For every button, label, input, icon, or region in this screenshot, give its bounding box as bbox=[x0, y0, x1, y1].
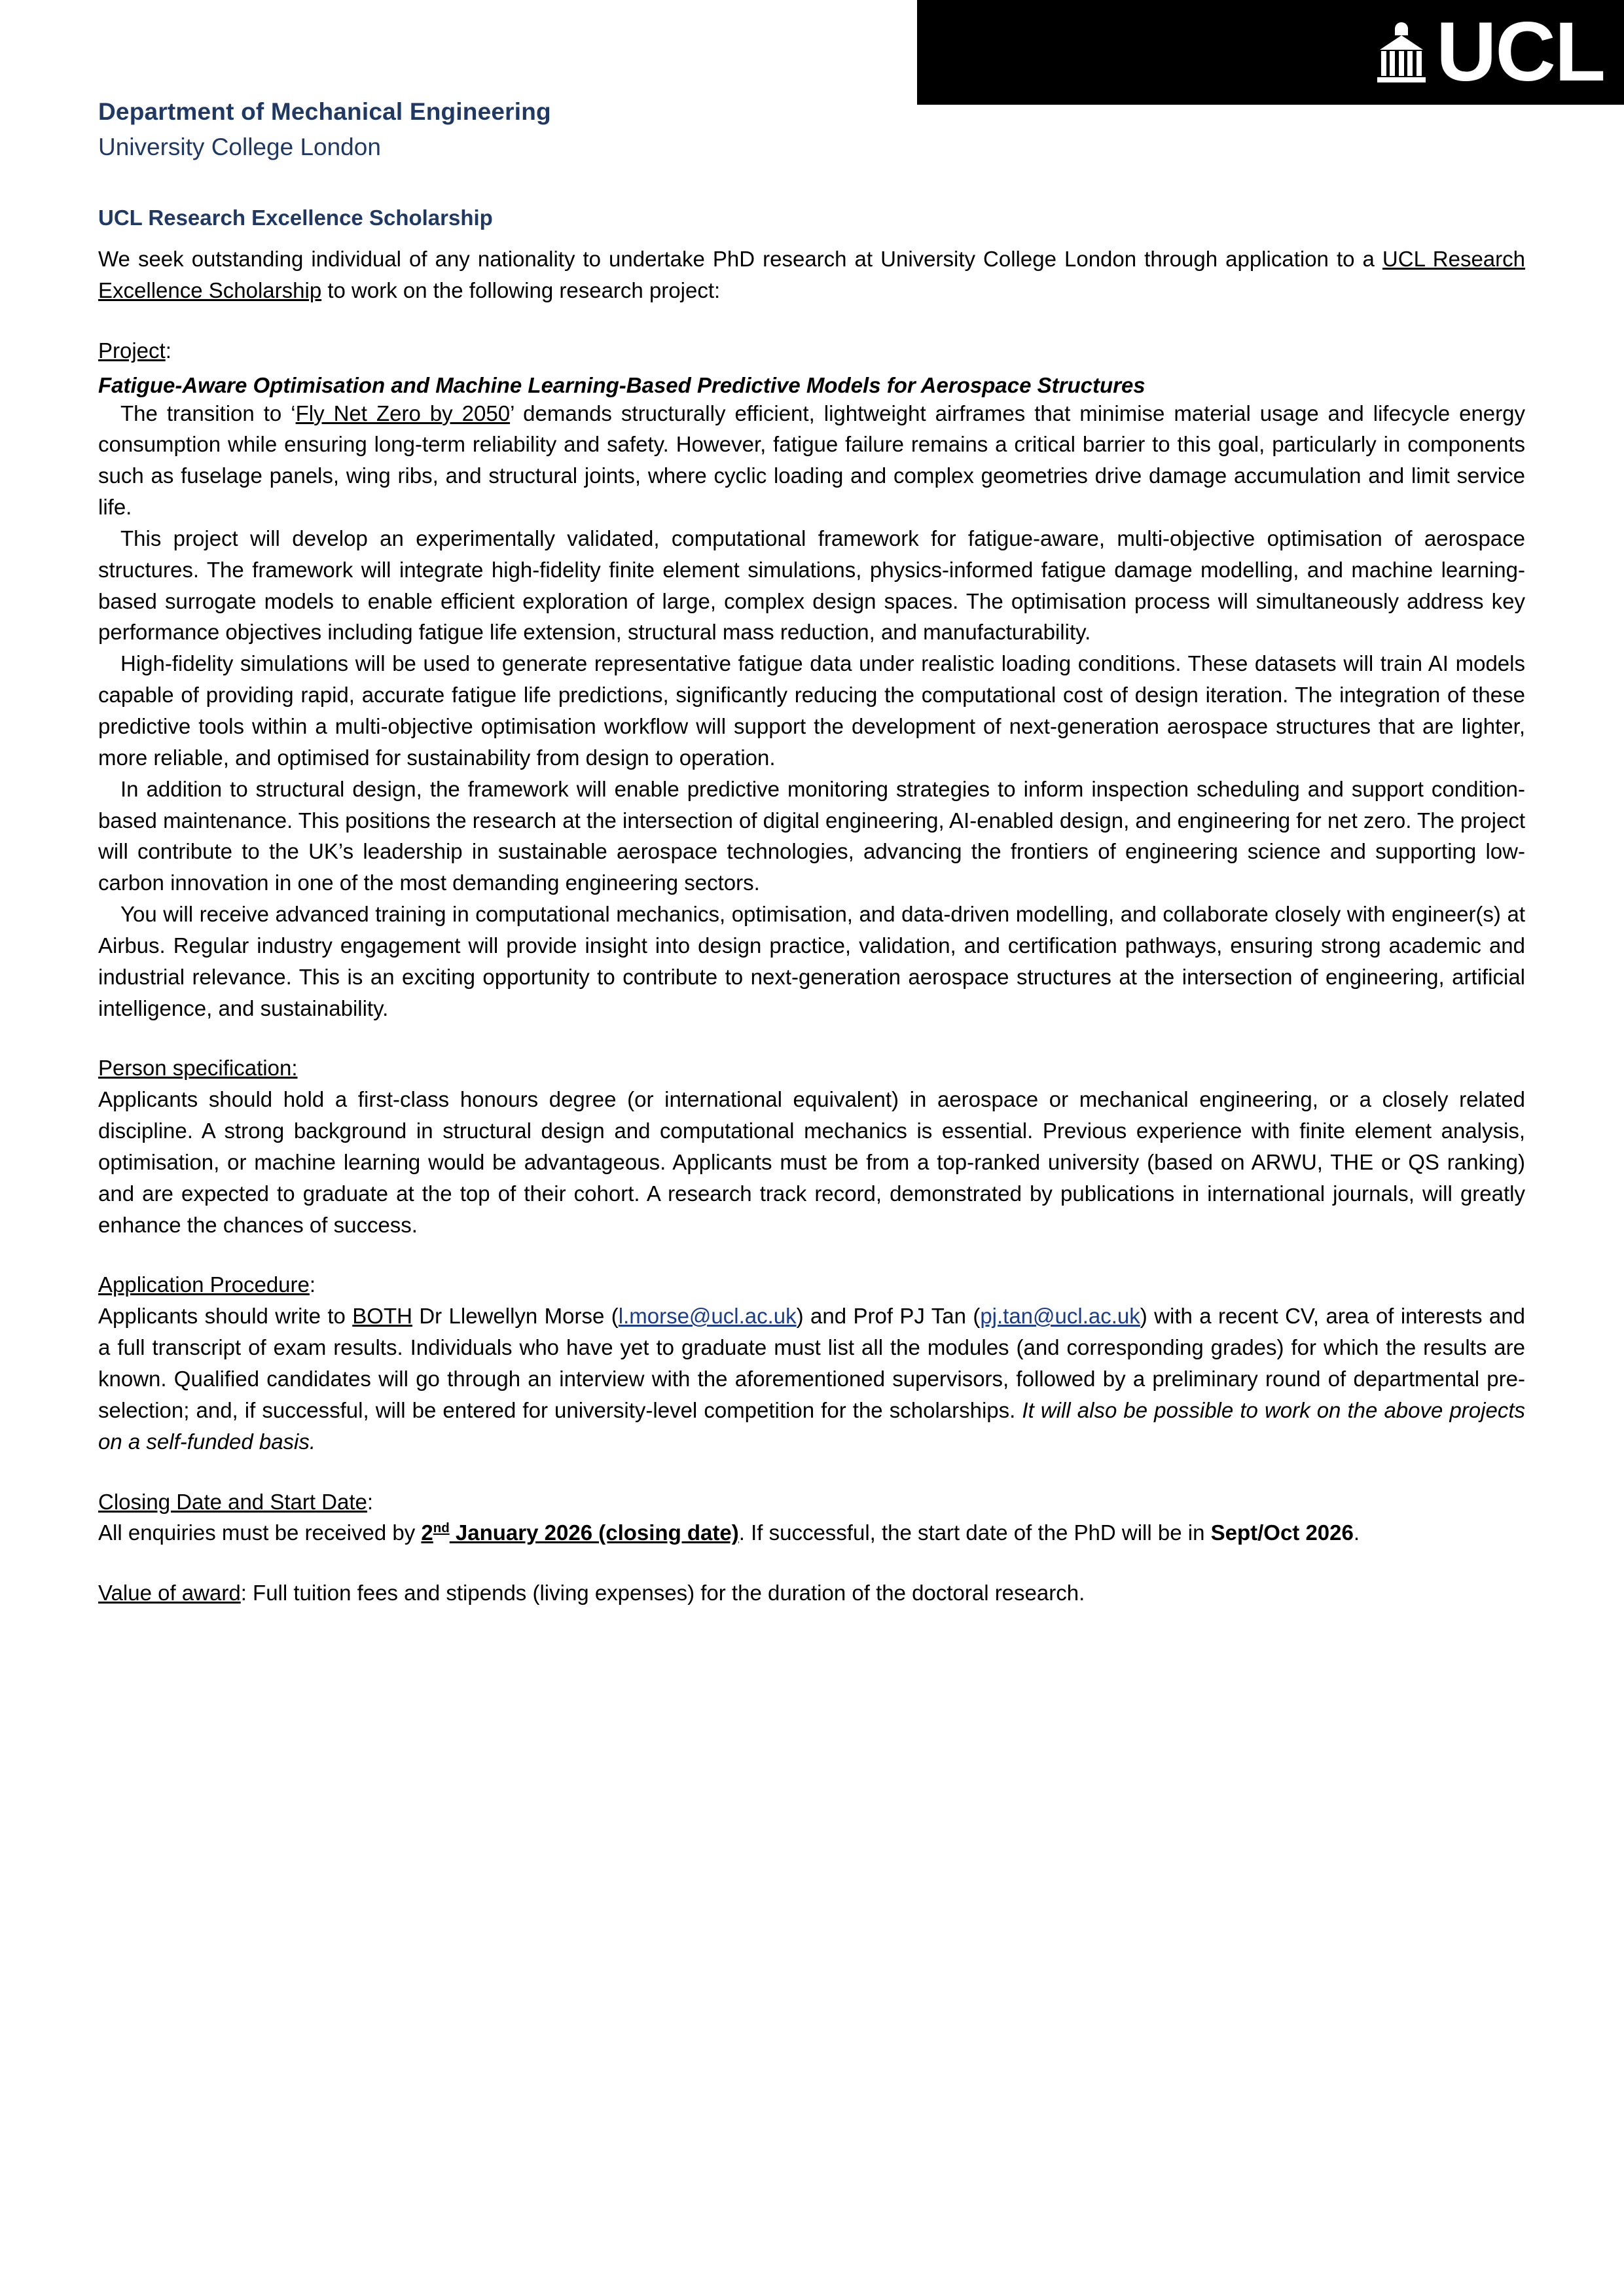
application-both: BOTH bbox=[352, 1304, 412, 1329]
application-body bbox=[98, 1300, 1525, 1457]
closing-text-1: All enquiries must be received by bbox=[98, 1520, 422, 1545]
intro-text-after: to work on the following research project: bbox=[321, 278, 721, 302]
scholarship-heading: UCL Research Excellence Scholarship bbox=[98, 206, 493, 230]
closing-text-3: . bbox=[1353, 1520, 1360, 1545]
closing-label: Closing Date and Start Date bbox=[98, 1489, 367, 1514]
closing-text-2: . If successful, the start date of the PhD will be in bbox=[738, 1520, 1211, 1545]
project-paragraph-1 bbox=[98, 398, 1525, 523]
ucl-logo-text: UCL bbox=[1435, 5, 1604, 99]
email-link-tan[interactable]: pj.tan@ucl.ac.uk bbox=[980, 1304, 1140, 1329]
project-paragraph-3: High-fidelity simulations will be used to generate representative fatigue data under realistic loading conditions. These datasets will train AI models capable of providing rapid, accurate fatigue life predictions, significantly reducing the computational cost of design iteration. The integration of these predictive tools within a multi-objective optimisation workflow will support the development of next-generation aerospace structures that are lighter, more reliable, and optimised for sustainability from design to operation. bbox=[98, 651, 1525, 770]
project-paragraph-4: In addition to structural design, the framework will enable predictive monitoring strategies to inform inspection scheduling and support condition-based maintenance. This positions the research at the intersection of digital engineering, AI-enabled design, and engineering for net zero. The project will contribute to the UK’s leadership in sustainable aerospace technologies, advancing the frontiers of engineering science and supporting low-carbon innovation in one of the most demanding engineering sectors. bbox=[98, 776, 1526, 895]
project-title: Fatigue-Aware Optimisation and Machine Learning-Based Predictive Models for Aerospace Structures bbox=[98, 372, 1146, 397]
award-body: : Full tuition fees and stipends (living expenses) for the duration of the doctoral research. bbox=[240, 1581, 1085, 1605]
award-line bbox=[98, 1577, 1525, 1609]
closing-date-number: 2 bbox=[421, 1520, 433, 1545]
para1-after: ’ demands structurally efficient, lightweight airframes that minimise material usage and lifecycle energy consumption while ensuring long-term reliability and safety. However, fatigue failure remains a critical barrier to this goal, particularly in components such as fuselage panels, wing ribs, and structural joints, where cyclic loading and complex geometries drive damage accumulation and limit service life. bbox=[98, 401, 1525, 520]
application-label: Application Procedure bbox=[98, 1272, 310, 1297]
closing-label-line bbox=[98, 1486, 1525, 1518]
project-label-line bbox=[98, 335, 1525, 367]
fly-net-zero-link[interactable]: Fly Net Zero by 2050 bbox=[295, 401, 511, 425]
application-text-3: ) and Prof PJ Tan ( bbox=[796, 1304, 981, 1329]
award-label: Value of award bbox=[98, 1581, 241, 1605]
application-label-colon: : bbox=[309, 1272, 316, 1297]
project-label-colon: : bbox=[165, 338, 171, 363]
ucl-logo bbox=[1376, 5, 1604, 99]
closing-date-superscript: nd bbox=[433, 1520, 450, 1536]
application-text-1: Applicants should write to bbox=[98, 1304, 353, 1329]
closing-date-rest: January 2026 (closing date) bbox=[449, 1520, 739, 1545]
project-label: Project bbox=[98, 338, 166, 363]
email-link-morse[interactable]: l.morse@ucl.ac.uk bbox=[618, 1304, 797, 1329]
university-name: University College London bbox=[98, 134, 381, 160]
ucl-logo-banner bbox=[917, 0, 1624, 105]
closing-label-colon: : bbox=[367, 1489, 374, 1514]
project-paragraph-5: You will receive advanced training in computational mechanics, optimisation, and data-driven modelling, and collaborate closely with engineer(s) at Airbus. Regular industry engagement will provide insight into design practice, validation, and certification pathways, ensuring strong academic and industrial relevance. This is an exciting opportunity to contribute to next-generation aerospace structures at the intersection of engineering, artificial intelligence, and sustainability. bbox=[98, 902, 1525, 1020]
department-title: Department of Mechanical Engineering bbox=[98, 98, 551, 125]
para1-before: The transition to ‘ bbox=[120, 401, 296, 425]
application-italic-tail: It will also be possible to work on the above projects on a self-funded basis. bbox=[98, 1397, 1525, 1454]
ucl-crest-icon bbox=[1376, 22, 1427, 82]
project-paragraph-2: This project will develop an experimentally validated, computational framework for fatigue-aware, multi-objective optimisation of aerospace structures. The framework will integrate high-fidelity finite element simulations, physics-informed fatigue damage modelling, and machine learning-based surrogate models to enable efficient exploration of large, complex design spaces. The optimisation process will simultaneously address key performance objectives including fatigue life extension, structural mass reduction, and manufacturability. bbox=[98, 526, 1525, 645]
application-label-line bbox=[98, 1269, 1525, 1300]
person-spec-label-text: Person specification: bbox=[98, 1056, 298, 1081]
intro-text-before: We seek outstanding individual of any nationality to undertake PhD research at University College London through application to a bbox=[98, 247, 1382, 271]
closing-body bbox=[98, 1517, 1525, 1549]
person-spec-body: Applicants should hold a first-class honours degree (or international equivalent) in aerospace or mechanical engineering, or a closely related discipline. A strong background in structural design and computational mechanics is essential. Previous experience with finite element analysis, optimisation, or machine learning would be advantageous. Applicants must be from a top-ranked university (based on ARWU, THE or QS ranking) and are expected to graduate at the top of their cohort. A research track record, demonstrated by publications in international journals, will greatly enhance the chances of success. bbox=[98, 1087, 1525, 1237]
application-text-2: Dr Llewellyn Morse ( bbox=[412, 1304, 619, 1329]
start-date: Sept/Oct 2026 bbox=[1210, 1520, 1354, 1545]
application-text-4: ) with a recent CV, area of interests and a full transcript of exam results. Individuals who have yet to graduate must list all the modules (and corresponding grades) for which the results are known. Qualified candidates will go through an interview with the aforementioned supervisors, followed by a preliminary round of departmental pre-selection; and, if successful, will be entered for university-level competition for the scholarships. bbox=[98, 1304, 1525, 1422]
scholarship-intro bbox=[98, 243, 1525, 306]
document-body bbox=[98, 98, 1525, 1609]
scholarship-link[interactable]: UCL Research Excellence Scholarship bbox=[98, 247, 1525, 302]
person-spec-label bbox=[98, 1052, 1525, 1084]
